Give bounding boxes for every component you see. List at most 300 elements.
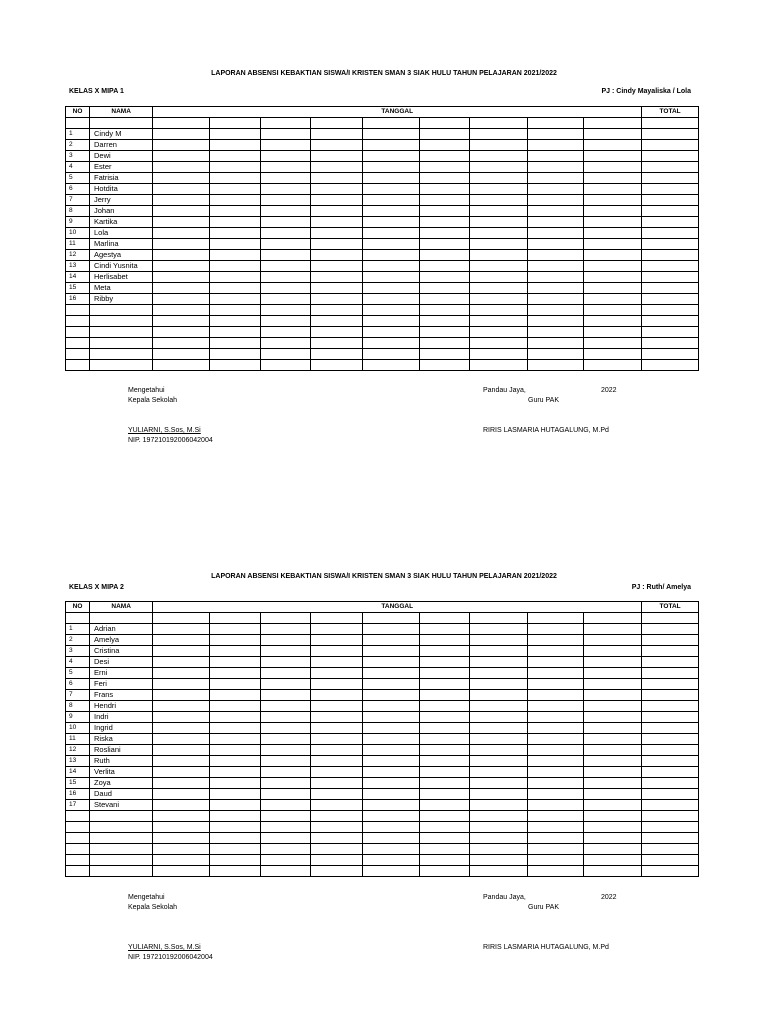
empty-cell	[90, 305, 153, 316]
empty-cell	[362, 811, 419, 822]
empty-row	[66, 833, 699, 844]
attendance-cell	[210, 294, 261, 305]
attendance-cell	[584, 679, 642, 690]
attendance-cell	[153, 624, 210, 635]
student-no: 9	[66, 712, 90, 723]
empty-cell	[311, 844, 362, 855]
attendance-cell	[210, 151, 261, 162]
total-cell	[642, 118, 699, 129]
empty-cell	[153, 811, 210, 822]
date-row	[66, 118, 699, 129]
empty-cell	[153, 327, 210, 338]
attendance-cell	[261, 646, 311, 657]
empty-cell	[210, 338, 261, 349]
student-name: Dewi	[90, 151, 153, 162]
table-row	[66, 283, 699, 294]
empty-cell	[261, 338, 311, 349]
empty-cell	[584, 349, 642, 360]
student-no: 13	[66, 756, 90, 767]
attendance-cell	[153, 690, 210, 701]
total-cell	[642, 151, 699, 162]
attendance-cell	[584, 129, 642, 140]
empty-cell	[210, 866, 261, 877]
attendance-cell	[261, 734, 311, 745]
attendance-cell	[419, 800, 469, 811]
student-no: 3	[66, 151, 90, 162]
attendance-cell	[311, 173, 362, 184]
attendance-cell	[261, 261, 311, 272]
attendance-cell	[362, 712, 419, 723]
date-cell	[469, 613, 527, 624]
attendance-cell	[469, 756, 527, 767]
attendance-cell	[153, 712, 210, 723]
empty-cell	[642, 855, 699, 866]
attendance-cell	[153, 272, 210, 283]
table-row	[66, 646, 699, 657]
empty-cell	[90, 338, 153, 349]
empty-cell	[261, 822, 311, 833]
empty-cell	[584, 866, 642, 877]
empty-cell	[642, 822, 699, 833]
attendance-cell	[261, 690, 311, 701]
attendance-cell	[261, 129, 311, 140]
attendance-cell	[261, 272, 311, 283]
empty-cell	[362, 855, 419, 866]
attendance-cell	[261, 767, 311, 778]
empty-cell	[90, 833, 153, 844]
empty-row	[66, 360, 699, 371]
student-name: Cindi Yusnita	[90, 261, 153, 272]
total-cell	[642, 250, 699, 261]
empty-cell	[419, 822, 469, 833]
total-cell	[642, 756, 699, 767]
empty-cell	[66, 866, 90, 877]
table-row	[66, 173, 699, 184]
attendance-cell	[311, 756, 362, 767]
attendance-table	[65, 601, 699, 877]
attendance-cell	[419, 712, 469, 723]
attendance-cell	[261, 151, 311, 162]
attendance-cell	[362, 756, 419, 767]
attendance-cell	[362, 129, 419, 140]
table-row	[66, 239, 699, 250]
empty-cell	[66, 316, 90, 327]
empty-cell	[527, 327, 584, 338]
attendance-cell	[153, 294, 210, 305]
empty-cell	[527, 822, 584, 833]
table-row	[66, 151, 699, 162]
attendance-cell	[311, 624, 362, 635]
attendance-cell	[311, 734, 362, 745]
footer-acknowledged: Mengetahui	[128, 894, 165, 901]
table-row	[66, 778, 699, 789]
attendance-cell	[469, 129, 527, 140]
empty-cell	[311, 822, 362, 833]
attendance-cell	[527, 250, 584, 261]
attendance-cell	[419, 250, 469, 261]
attendance-cell	[311, 272, 362, 283]
empty-cell	[469, 338, 527, 349]
empty-cell	[469, 855, 527, 866]
table-header-row	[66, 107, 699, 118]
total-cell	[642, 778, 699, 789]
attendance-cell	[419, 272, 469, 283]
date-cell	[261, 613, 311, 624]
attendance-cell	[362, 294, 419, 305]
attendance-cell	[527, 789, 584, 800]
student-name: Jerry	[90, 195, 153, 206]
date-cell	[261, 118, 311, 129]
empty-cell	[642, 305, 699, 316]
attendance-cell	[584, 668, 642, 679]
student-no: 16	[66, 294, 90, 305]
total-cell	[642, 624, 699, 635]
total-cell	[642, 646, 699, 657]
empty-row	[66, 349, 699, 360]
class-label: KELAS X MIPA 2	[69, 584, 124, 591]
empty-cell	[362, 338, 419, 349]
attendance-cell	[419, 283, 469, 294]
attendance-cell	[584, 162, 642, 173]
empty-cell	[66, 844, 90, 855]
attendance-cell	[362, 657, 419, 668]
attendance-cell	[261, 206, 311, 217]
student-no: 15	[66, 778, 90, 789]
empty-cell	[469, 316, 527, 327]
student-no: 11	[66, 734, 90, 745]
attendance-cell	[469, 690, 527, 701]
attendance-cell	[153, 778, 210, 789]
date-cell	[362, 118, 419, 129]
attendance-cell	[210, 250, 261, 261]
student-name: Daud	[90, 789, 153, 800]
attendance-cell	[362, 789, 419, 800]
date-cell	[419, 613, 469, 624]
attendance-cell	[261, 756, 311, 767]
attendance-cell	[153, 679, 210, 690]
attendance-cell	[469, 140, 527, 151]
table-row	[66, 217, 699, 228]
date-cell	[584, 613, 642, 624]
attendance-cell	[362, 206, 419, 217]
attendance-cell	[261, 195, 311, 206]
footer-teacher-title: Guru PAK	[528, 397, 559, 404]
total-cell	[642, 217, 699, 228]
attendance-cell	[469, 261, 527, 272]
attendance-cell	[419, 228, 469, 239]
empty-cell	[527, 305, 584, 316]
attendance-cell	[153, 151, 210, 162]
attendance-cell	[311, 195, 362, 206]
attendance-cell	[261, 635, 311, 646]
table-row	[66, 734, 699, 745]
empty-cell	[153, 316, 210, 327]
table-row	[66, 228, 699, 239]
attendance-cell	[527, 668, 584, 679]
pj-label: PJ : Ruth/ Amelya	[631, 584, 691, 591]
attendance-cell	[362, 767, 419, 778]
attendance-cell	[584, 646, 642, 657]
student-name: Darren	[90, 140, 153, 151]
empty-cell	[527, 866, 584, 877]
table-row	[66, 690, 699, 701]
empty-cell	[642, 338, 699, 349]
table-row	[66, 206, 699, 217]
empty-cell	[153, 822, 210, 833]
empty-cell	[261, 305, 311, 316]
empty-row	[66, 866, 699, 877]
attendance-cell	[153, 756, 210, 767]
student-no: 5	[66, 668, 90, 679]
student-no: 3	[66, 646, 90, 657]
student-name: Meta	[90, 283, 153, 294]
attendance-cell	[584, 250, 642, 261]
footer-teacher-title: Guru PAK	[528, 904, 559, 911]
attendance-cell	[210, 734, 261, 745]
attendance-cell	[261, 162, 311, 173]
attendance-cell	[210, 228, 261, 239]
attendance-cell	[362, 734, 419, 745]
attendance-cell	[469, 217, 527, 228]
student-name: Agestya	[90, 250, 153, 261]
attendance-cell	[261, 778, 311, 789]
date-cell	[210, 613, 261, 624]
attendance-cell	[584, 657, 642, 668]
table-row	[66, 162, 699, 173]
total-cell	[642, 723, 699, 734]
empty-cell	[90, 866, 153, 877]
empty-cell	[210, 855, 261, 866]
empty-cell	[153, 866, 210, 877]
attendance-cell	[311, 789, 362, 800]
table-row	[66, 272, 699, 283]
empty-cell	[527, 844, 584, 855]
attendance-cell	[527, 228, 584, 239]
attendance-cell	[527, 294, 584, 305]
empty-cell	[362, 327, 419, 338]
student-name: Frans	[90, 690, 153, 701]
empty-cell	[362, 866, 419, 877]
attendance-cell	[261, 789, 311, 800]
attendance-cell	[261, 800, 311, 811]
attendance-cell	[584, 690, 642, 701]
attendance-cell	[362, 250, 419, 261]
empty-cell	[210, 833, 261, 844]
blank-cell	[90, 118, 153, 129]
attendance-cell	[153, 261, 210, 272]
attendance-cell	[261, 283, 311, 294]
empty-cell	[469, 811, 527, 822]
student-no: 11	[66, 239, 90, 250]
attendance-cell	[527, 162, 584, 173]
attendance-cell	[584, 723, 642, 734]
attendance-cell	[419, 635, 469, 646]
total-cell	[642, 668, 699, 679]
principal-nip: NIP. 197210192006042004	[128, 437, 213, 444]
attendance-cell	[584, 228, 642, 239]
student-no: 8	[66, 206, 90, 217]
attendance-cell	[469, 239, 527, 250]
attendance-cell	[584, 283, 642, 294]
attendance-cell	[311, 261, 362, 272]
empty-cell	[261, 833, 311, 844]
student-name: Stevani	[90, 800, 153, 811]
attendance-cell	[584, 217, 642, 228]
attendance-cell	[210, 778, 261, 789]
header-no: NO	[66, 602, 90, 613]
empty-cell	[210, 349, 261, 360]
attendance-cell	[210, 239, 261, 250]
empty-cell	[584, 338, 642, 349]
attendance-cell	[469, 151, 527, 162]
table-row	[66, 789, 699, 800]
empty-cell	[261, 349, 311, 360]
empty-cell	[642, 833, 699, 844]
student-no: 1	[66, 129, 90, 140]
student-no: 10	[66, 723, 90, 734]
empty-cell	[66, 360, 90, 371]
header-no: NO	[66, 107, 90, 118]
principal-nip: NIP. 197210192006042004	[128, 954, 213, 961]
attendance-cell	[153, 657, 210, 668]
attendance-cell	[153, 140, 210, 151]
attendance-cell	[469, 624, 527, 635]
attendance-cell	[210, 712, 261, 723]
attendance-cell	[419, 690, 469, 701]
attendance-cell	[311, 657, 362, 668]
attendance-cell	[210, 184, 261, 195]
pj-label: PJ : Cindy Mayaliska / Lola	[601, 88, 691, 95]
table-row	[66, 723, 699, 734]
report-title: LAPORAN ABSENSI KEBAKTIAN SISWA/I KRISTEN SMAN 3 SIAK HULU TAHUN PELAJARAN 2021/2022	[211, 573, 557, 580]
attendance-cell	[469, 734, 527, 745]
student-no: 17	[66, 800, 90, 811]
attendance-cell	[153, 129, 210, 140]
attendance-cell	[153, 668, 210, 679]
attendance-cell	[527, 217, 584, 228]
teacher-name: RIRIS LASMARIA HUTAGALUNG, M.Pd	[483, 427, 609, 434]
attendance-cell	[311, 778, 362, 789]
student-name: Amelya	[90, 635, 153, 646]
table-row	[66, 767, 699, 778]
attendance-cell	[419, 294, 469, 305]
empty-cell	[210, 316, 261, 327]
footer-acknowledged: Mengetahui	[128, 387, 165, 394]
student-name: Erni	[90, 668, 153, 679]
attendance-cell	[362, 624, 419, 635]
teacher-name: RIRIS LASMARIA HUTAGALUNG, M.Pd	[483, 944, 609, 951]
total-cell	[642, 206, 699, 217]
empty-cell	[469, 833, 527, 844]
date-cell	[362, 613, 419, 624]
empty-cell	[642, 844, 699, 855]
attendance-cell	[584, 778, 642, 789]
empty-cell	[469, 844, 527, 855]
attendance-cell	[311, 767, 362, 778]
attendance-cell	[311, 668, 362, 679]
attendance-cell	[584, 272, 642, 283]
attendance-cell	[469, 657, 527, 668]
empty-cell	[90, 822, 153, 833]
empty-cell	[584, 855, 642, 866]
empty-cell	[311, 349, 362, 360]
attendance-cell	[261, 712, 311, 723]
table-row	[66, 668, 699, 679]
attendance-cell	[153, 745, 210, 756]
attendance-cell	[311, 712, 362, 723]
empty-cell	[419, 866, 469, 877]
attendance-cell	[311, 239, 362, 250]
total-cell	[642, 228, 699, 239]
blank-cell	[66, 613, 90, 624]
student-no: 16	[66, 789, 90, 800]
attendance-cell	[584, 206, 642, 217]
total-cell	[642, 679, 699, 690]
total-cell	[642, 173, 699, 184]
empty-row	[66, 327, 699, 338]
attendance-cell	[527, 756, 584, 767]
attendance-cell	[261, 184, 311, 195]
total-cell	[642, 712, 699, 723]
attendance-cell	[362, 151, 419, 162]
attendance-cell	[210, 800, 261, 811]
attendance-cell	[584, 140, 642, 151]
attendance-cell	[153, 734, 210, 745]
attendance-cell	[261, 657, 311, 668]
attendance-cell	[419, 756, 469, 767]
attendance-cell	[362, 635, 419, 646]
attendance-cell	[527, 283, 584, 294]
empty-cell	[210, 327, 261, 338]
attendance-cell	[527, 624, 584, 635]
empty-row	[66, 844, 699, 855]
empty-cell	[584, 833, 642, 844]
empty-cell	[66, 855, 90, 866]
attendance-cell	[261, 624, 311, 635]
blank-cell	[66, 118, 90, 129]
table-row	[66, 800, 699, 811]
total-cell	[642, 239, 699, 250]
attendance-table	[65, 106, 699, 371]
attendance-cell	[469, 723, 527, 734]
attendance-cell	[153, 283, 210, 294]
empty-cell	[469, 327, 527, 338]
attendance-cell	[210, 789, 261, 800]
attendance-cell	[584, 745, 642, 756]
empty-cell	[527, 833, 584, 844]
attendance-cell	[153, 646, 210, 657]
attendance-cell	[584, 239, 642, 250]
attendance-cell	[153, 173, 210, 184]
empty-cell	[362, 316, 419, 327]
attendance-cell	[584, 635, 642, 646]
attendance-cell	[362, 723, 419, 734]
table-row	[66, 756, 699, 767]
empty-cell	[261, 855, 311, 866]
date-cell	[584, 118, 642, 129]
attendance-cell	[527, 690, 584, 701]
empty-cell	[311, 305, 362, 316]
student-name: Adrian	[90, 624, 153, 635]
attendance-cell	[362, 261, 419, 272]
empty-cell	[419, 811, 469, 822]
empty-cell	[90, 349, 153, 360]
attendance-cell	[419, 789, 469, 800]
table-row	[66, 745, 699, 756]
attendance-cell	[469, 250, 527, 261]
attendance-cell	[153, 184, 210, 195]
attendance-cell	[419, 778, 469, 789]
